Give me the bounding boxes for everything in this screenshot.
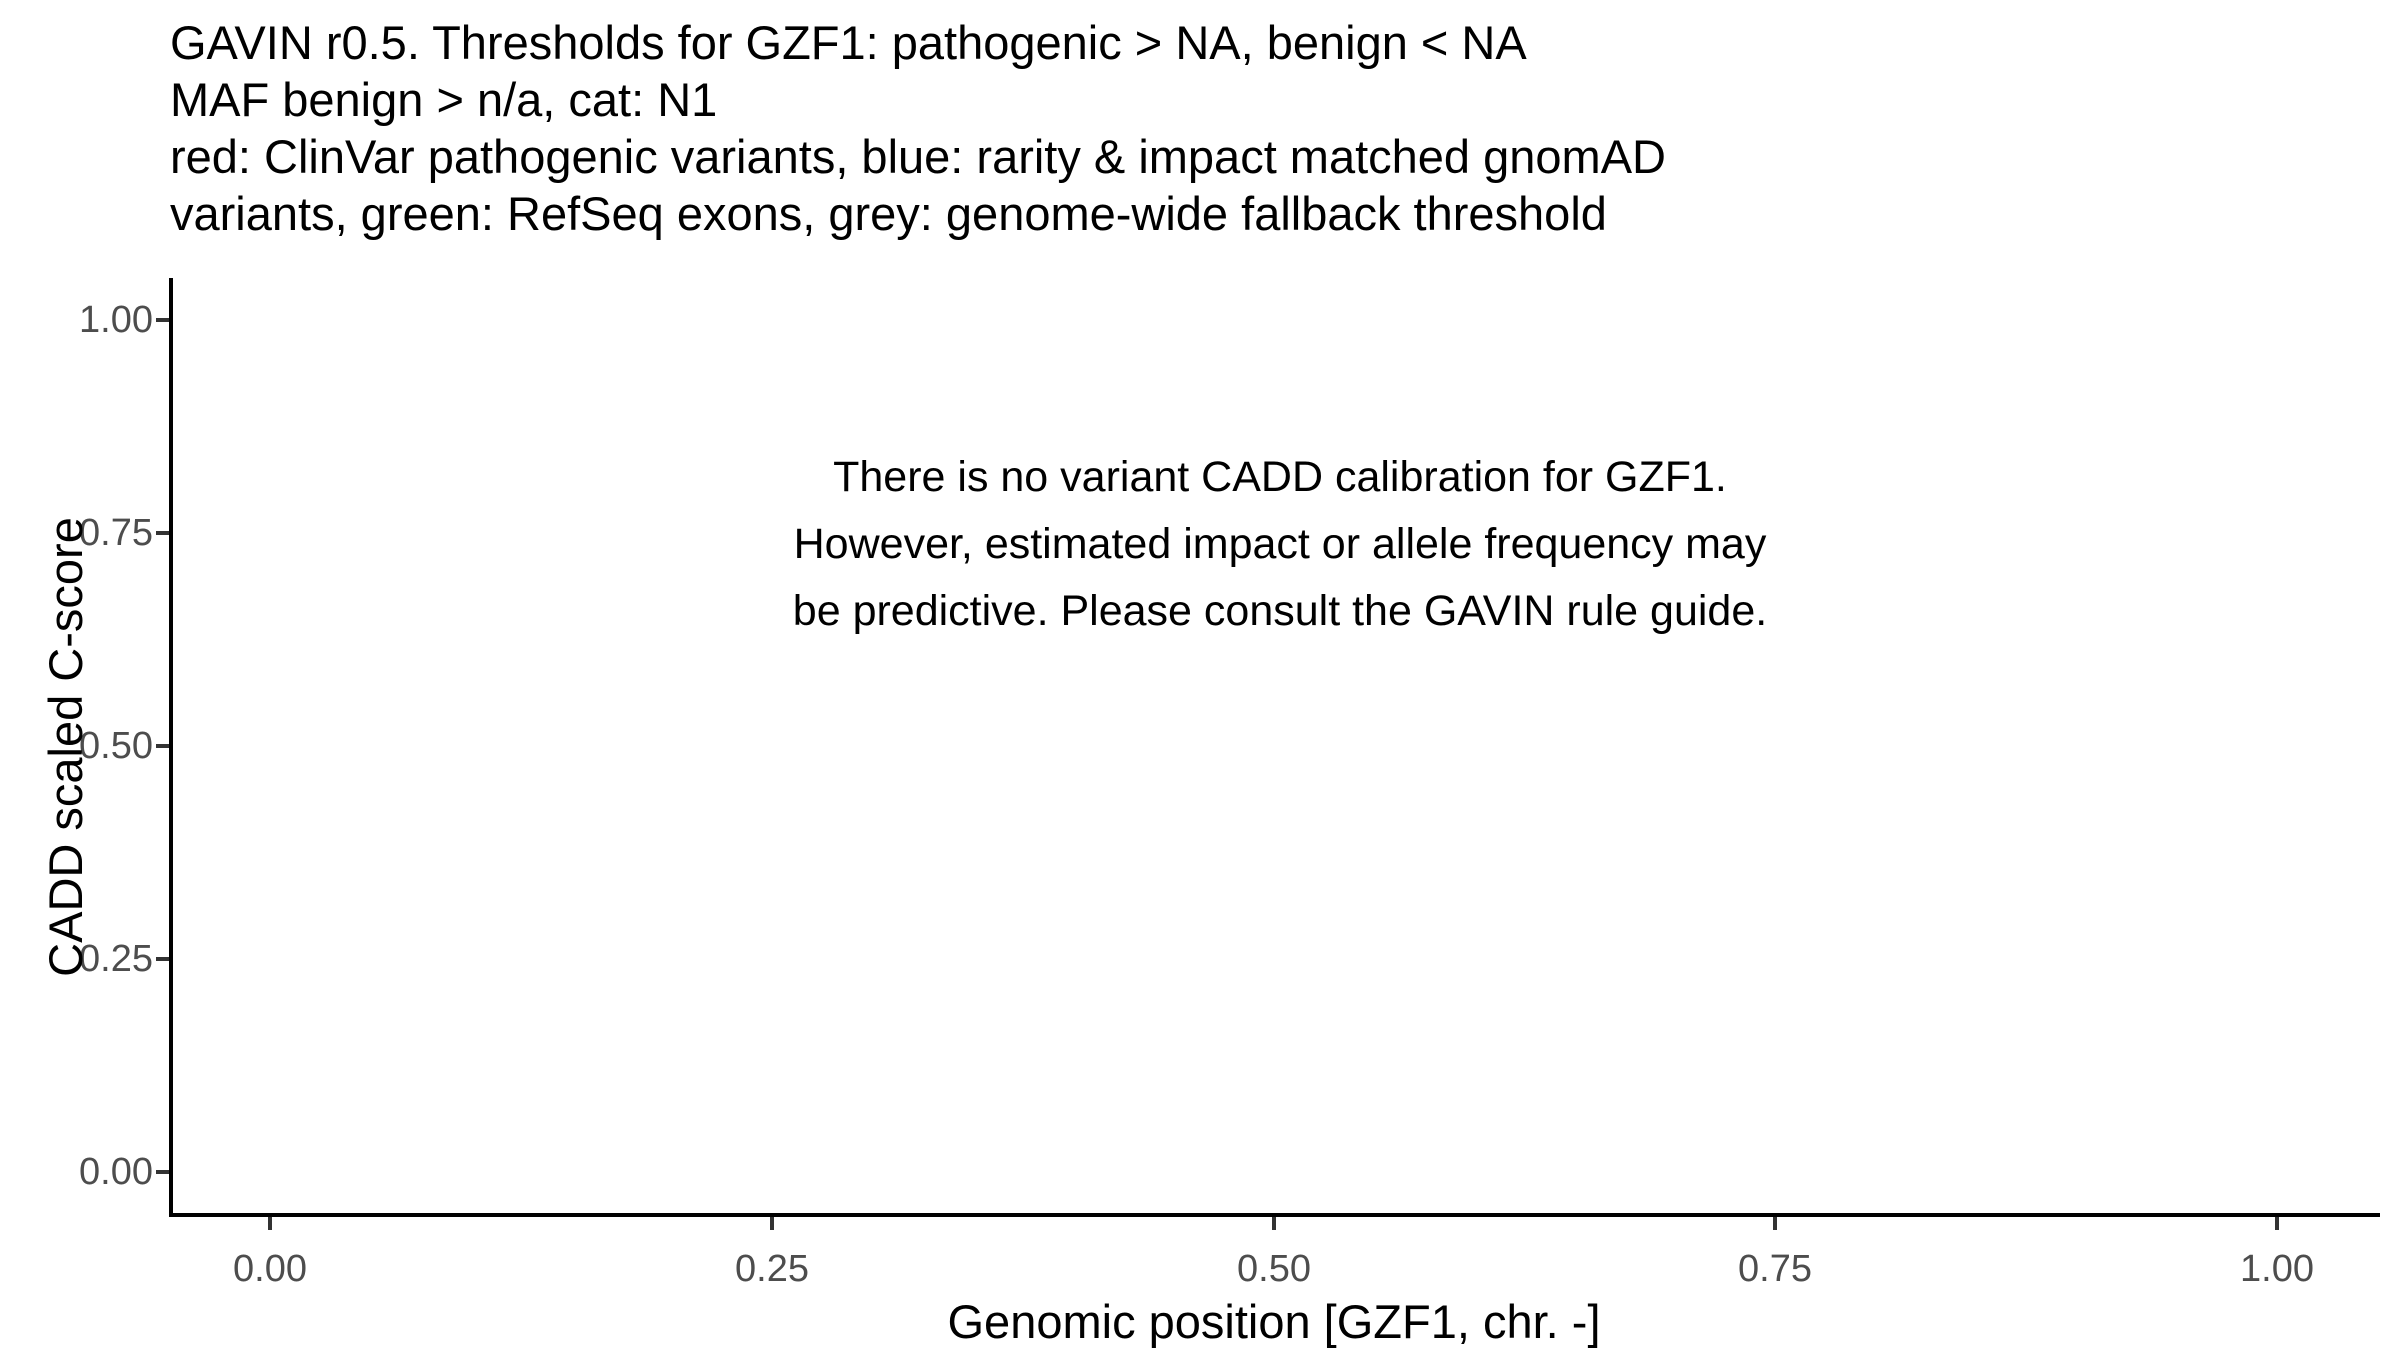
x-tick-label: 0.00 (233, 1248, 307, 1290)
y-tick-label: 0.00 (79, 1151, 153, 1193)
annotation-line-3: be predictive. Please consult the GAVIN rule guide. (792, 587, 1768, 635)
plot-title-line-4: variants, green: RefSeq exons, grey: genome-wide fallback threshold (170, 187, 1607, 240)
y-tick-mark (156, 957, 169, 961)
x-tick-mark (1773, 1217, 1777, 1230)
y-tick-label: 0.25 (79, 938, 153, 980)
y-axis-title: CADD scaled C-score (39, 517, 92, 977)
x-tick-label: 0.25 (735, 1248, 809, 1290)
y-axis-line (169, 278, 173, 1217)
x-tick-mark (2275, 1217, 2279, 1230)
x-tick-mark (268, 1217, 272, 1230)
x-tick-mark (770, 1217, 774, 1230)
annotation-line-2: However, estimated impact or allele frequency may (793, 520, 1767, 568)
x-tick-label: 0.75 (1738, 1248, 1812, 1290)
annotation-text (793, 444, 1767, 645)
y-tick-mark (156, 318, 169, 322)
plot-title-line-3: red: ClinVar pathogenic variants, blue: rarity & impact matched gnomAD (170, 130, 1666, 183)
y-tick-mark (156, 531, 169, 535)
x-tick-label: 1.00 (2240, 1248, 2314, 1290)
y-tick-label: 1.00 (79, 299, 153, 341)
x-axis-title: Genomic position [GZF1, chr. -] (947, 1295, 1601, 1348)
x-tick-label: 0.50 (1237, 1248, 1311, 1290)
y-tick-mark (156, 744, 169, 748)
y-tick-mark (156, 1170, 169, 1174)
y-tick-label: 0.50 (79, 725, 153, 767)
plot-title-line-2: MAF benign > n/a, cat: N1 (170, 73, 718, 126)
plot-title-line-1: GAVIN r0.5. Thresholds for GZF1: pathogenic > NA, benign < NA (170, 16, 1527, 69)
plot-title (170, 14, 1666, 242)
y-tick-label: 0.75 (79, 512, 153, 554)
x-tick-mark (1272, 1217, 1276, 1230)
annotation-line-1: There is no variant CADD calibration for GZF1. (833, 453, 1727, 501)
